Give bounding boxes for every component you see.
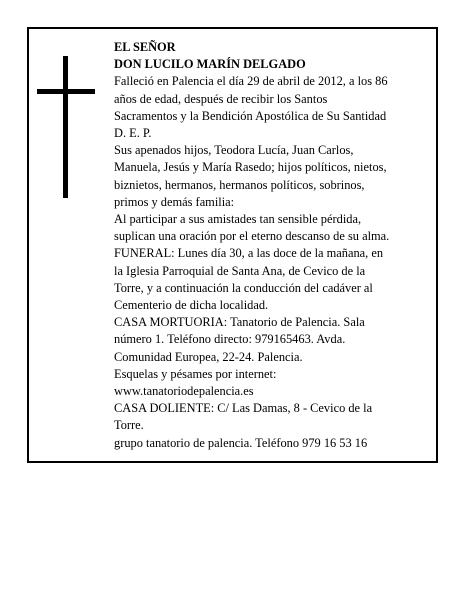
website-link[interactable]: www.tanatoriodepalencia.es — [114, 384, 254, 399]
text-line: Cementerio de dicha localidad. — [114, 298, 269, 313]
text-line: Sus apenados hijos, Teodora Lucía, Juan Carlos, — [114, 143, 354, 158]
obituary-text — [114, 39, 418, 452]
text-line: D. E. P. — [114, 126, 152, 141]
text-line: biznietos, hermanos, hermanos políticos, sobrinos, — [114, 177, 365, 192]
text-line: Torre, y a continuación la conducción del cadáver al — [114, 280, 373, 295]
text-line: número 1. Teléfono directo: 979165463. Avda. — [114, 332, 346, 347]
text-line: grupo tanatorio de palencia. Teléfono 979 16 53 16 — [114, 435, 368, 450]
cross-vertical-bar — [63, 56, 68, 198]
latin-cross-icon — [37, 56, 95, 198]
text-line: suplican una oración por el eterno descanso de su alma. — [114, 229, 390, 244]
cross-horizontal-bar — [37, 89, 95, 94]
text-line: primos y demás familia: — [114, 194, 235, 209]
text-line: Falleció en Palencia el día 29 de abril de 2012, a los 86 — [114, 74, 388, 89]
deceased-name: DON LUCILO MARÍN DELGADO — [114, 57, 306, 72]
obituary-title: EL SEÑOR — [114, 40, 176, 54]
text-line: Comunidad Europea, 22-24. Palencia. — [114, 349, 303, 364]
text-line: Manuela, Jesús y María Rasedo; hijos políticos, nietos, — [114, 160, 387, 175]
text-line: FUNERAL: Lunes día 30, a las doce de la mañana, en — [114, 246, 384, 261]
text-line: CASA MORTUORIA: Tanatorio de Palencia. Sala — [114, 315, 365, 330]
text-line: Torre. — [114, 418, 144, 433]
text-line: la Iglesia Parroquial de Santa Ana, de Cevico de la — [114, 263, 366, 278]
text-line: Al participar a sus amistades tan sensible pérdida, — [114, 212, 362, 227]
text-line: CASA DOLIENTE: C/ Las Damas, 8 - Cevico de la — [114, 401, 373, 416]
text-line: Esquelas y pésames por internet: — [114, 366, 277, 381]
text-line: Sacramentos y la Bendición Apostólica de Su Santidad — [114, 108, 387, 123]
text-line: años de edad, después de recibir los Santos — [114, 91, 328, 106]
